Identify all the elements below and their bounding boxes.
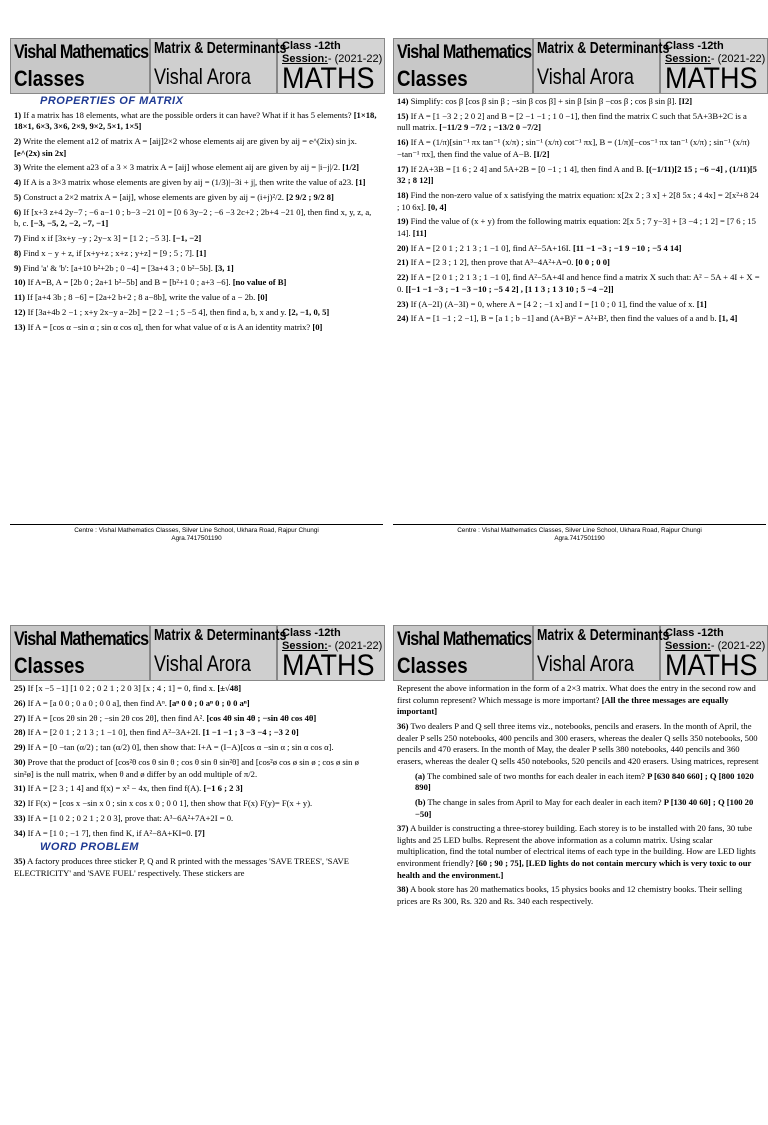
question-answer: [3, 1] — [215, 262, 234, 273]
question-list — [397, 96, 761, 325]
question-item — [397, 299, 761, 311]
author-name: Vishal Arora — [537, 64, 634, 89]
footer-phone: Agra.7417501190 — [554, 535, 605, 542]
question-number: 32) — [14, 798, 26, 809]
question-item — [397, 771, 761, 794]
question-answer: P [630 840 660] ; Q [800 1020 890] — [415, 770, 754, 793]
page-body — [14, 683, 378, 882]
footer-address: Centre : Vishal Mathematics Classes, Silver Line School, Ukhara Road, Rajpur Chungi — [74, 527, 319, 534]
question-number: 15) — [397, 110, 409, 121]
topic-title: Matrix & Determinants — [537, 627, 670, 644]
class-label: Class -12th — [665, 40, 724, 52]
question-answer: [11] — [412, 227, 427, 238]
question-text: If [3a+4b 2 −1 ; x+y 2x−y a−2b] = [2 2 −1 ; 5 −5 4], then find a, b, x and y. — [27, 306, 287, 317]
question-item — [397, 884, 761, 907]
question-item — [14, 307, 378, 319]
question-text: Two dealers P and Q sell three items viz., notebooks, pencils and erasers. In the month of April, the dealer P sells 250 notebooks, 400 pencils and 300 erasers, whereas the dealer Q sells 350 notebooks, 500 pencils and 470 erasers. In the month of May, the dealer P sells 380 notebooks, 440 pencils and 360 erasers, whereas the dealer Q sells 450 notebooks, 520 pencils and 420 erasers. Using matrices, represent — [397, 720, 759, 766]
question-number: 38) — [397, 884, 409, 895]
question-item — [14, 177, 378, 189]
question-number: 18) — [397, 189, 409, 200]
question-number: (b) — [415, 796, 426, 807]
question-answer: [2, −1, 0, 5] — [288, 306, 330, 317]
question-number: 5) — [14, 191, 22, 202]
question-answer: P [130 40 60] ; Q [100 20 −50] — [415, 796, 754, 819]
question-text: If A = [2 0 1 ; 2 1 3 ; 1 −1 0], find A²−5A+16I. — [410, 242, 571, 253]
subject-title: MATHS — [282, 649, 375, 682]
brand-title: Vishal Mathematics — [14, 629, 149, 650]
question-number: 24) — [397, 313, 409, 324]
question-item — [14, 742, 378, 754]
question-item — [14, 757, 378, 780]
question-text: Write the element a23 of a 3 × 3 matrix A = [aij] whose element aij are given by aij = |i−j|/2. — [23, 162, 341, 173]
question-answer: [0] — [257, 292, 268, 303]
question-text: Construct a 2×2 matrix A = [aij], whose elements are given by aij = (i+j)²/2. — [23, 191, 284, 202]
question-answer: [1×18, 18×1, 6×3, 3×6, 2×9, 9×2, 5×1, 1×5] — [14, 109, 377, 132]
question-answer: [−1 6 ; 2 3] — [203, 783, 243, 794]
question-number: 36) — [397, 720, 409, 731]
question-item — [14, 322, 378, 334]
question-answer: [e^(2x) sin 2x] — [14, 147, 67, 158]
question-number: 7) — [14, 233, 22, 244]
question-item — [14, 783, 378, 795]
question-number: 23) — [397, 298, 409, 309]
question-item — [397, 96, 761, 108]
brand-subtitle: Classes — [397, 66, 468, 91]
question-number: 31) — [14, 783, 26, 794]
question-item — [397, 190, 761, 213]
class-label: Class -12th — [282, 627, 341, 639]
question-answer: [1 −1 −1 ; 3 −3 −4 ; −3 2 0] — [202, 727, 299, 738]
question-text: The change in sales from April to May for each dealer in each item? — [427, 796, 662, 807]
question-text: Find the non-zero value of x satisfying the matrix equation: x[2x 2 ; 3 x] + 2[8 5x ; 4 4x] = 2[x²+8 24 ; 10 6x]. — [397, 189, 759, 212]
question-answer: [[−1 −1 −3 ; −1 −3 −10 ; −5 4 2] , [1 1 3 ; 1 3 10 ; 5 −4 −2]] — [405, 283, 614, 294]
footer-phone: Agra.7417501190 — [171, 535, 222, 542]
question-text: If A = [1 −1 ; 2 −1], B = [a 1 ; b −1] and (A+B)² = A²+B², then find the values of a and b. — [410, 313, 717, 324]
question-text: If A = [cos 2θ sin 2θ ; −sin 2θ cos 2θ], then find A². — [27, 712, 205, 723]
question-text: If [x+3 z+4 2y−7 ; −6 a−1 0 ; b−3 −21 0] = [0 6 3y−2 ; −6 −3 2c+2 ; 2b+4 −21 0], then find x, y, z, a, b, c. — [14, 206, 372, 229]
question-item — [14, 856, 378, 879]
question-answer: [−1, −2] — [172, 233, 202, 244]
question-text: If A = [0 −tan (α/2) ; tan (α/2) 0], then show that: I+A = (I−A)[cos α −sin α ; sin α cos α]. — [27, 742, 334, 753]
question-number: 20) — [397, 242, 409, 253]
session-label: Session:- (2021-22) — [665, 640, 766, 652]
question-text: If A = (1/π)[sin⁻¹ πx tan⁻¹ (x/π) ; sin⁻¹ (x/π) cot⁻¹ πx], B = (1/π)[−cos⁻¹ πx tan⁻¹ (x/π) ; sin⁻¹ (x/π) −tan⁻¹ πx], then find the value of A−B. — [397, 137, 750, 159]
question-number: 4) — [14, 177, 22, 188]
page-footer — [393, 524, 766, 543]
question-number: 17) — [397, 163, 409, 174]
question-text: If 2A+3B = [1 6 ; 2 4] and 5A+2B = [0 −1 ; 1 4], then find A and B. — [410, 163, 644, 174]
question-answer: [0 0 ; 0 0] — [575, 257, 610, 268]
question-number: 26) — [14, 697, 26, 708]
question-answer: [1] — [355, 177, 366, 188]
question-text: Find x − y + z, if [x+y+z ; x+z ; y+z] = [9 ; 5 ; 7]. — [23, 247, 195, 258]
question-text: If A = [a 0 0 ; 0 a 0 ; 0 0 a], then find Aⁿ. — [27, 697, 167, 708]
question-answer: [All the three messages are equally important] — [397, 694, 729, 717]
question-item — [397, 243, 761, 255]
question-answer: [cos 4θ sin 4θ ; −sin 4θ cos 4θ] — [206, 712, 317, 723]
question-text: A factory produces three sticker P, Q and R printed with the messages 'SAVE TREES', 'SAVE ELECTRICITY' and 'SAVE FUEL' respectively. These stickers are — [14, 856, 350, 878]
question-answer: [1] — [696, 298, 707, 309]
question-number: 13) — [14, 321, 26, 332]
question-number: 28) — [14, 727, 26, 738]
question-number: 11) — [14, 292, 25, 303]
question-text: If A is a 3×3 matrix whose elements are given by aij = (1/3)|−3i + j|, then write the value of a23. — [23, 177, 354, 188]
question-text: Prove that the product of [cos²θ cos θ sin θ ; cos θ sin θ sin²θ] and [cos²ø cos ø sin ø ; cos ø sin ø sin²ø] is the null matrix, when θ and ø differ by an odd multiple of π/2. — [14, 756, 359, 779]
subject-title: MATHS — [282, 62, 375, 95]
question-number: 27) — [14, 712, 26, 723]
topic-title: Matrix & Determinants — [154, 40, 287, 57]
session-label: Session:- (2021-22) — [282, 53, 383, 65]
question-list — [14, 110, 378, 334]
question-item — [397, 164, 761, 187]
question-text: If [x −5 −1] [1 0 2 ; 0 2 1 ; 2 0 3] [x ; 4 ; 1] = 0, find x. — [27, 683, 216, 693]
section-heading: WORD PROBLEM — [40, 841, 139, 854]
question-item — [397, 721, 761, 767]
question-text: Write the element a12 of matrix A = [aij]2×2 whose elements aij are given by aij = e^(2ix) sin jx. — [23, 135, 357, 146]
question-answer: [−3, −5, 2, −2, −7, −1] — [30, 218, 109, 229]
question-item — [14, 292, 378, 304]
author-name: Vishal Arora — [154, 651, 251, 676]
question-answer: [no value of B] — [232, 277, 287, 288]
worksheet-page-1 — [10, 38, 383, 542]
question-text: If F(x) = [cos x −sin x 0 ; sin x cos x 0 ; 0 0 1], then show that F(x) F(y)= F(x + y). — [27, 798, 313, 809]
question-answer: [0, 4] — [428, 201, 447, 212]
subject-title: MATHS — [665, 62, 758, 95]
question-answer: [aⁿ 0 0 ; 0 aⁿ 0 ; 0 0 aⁿ] — [169, 697, 250, 708]
question-answer: [1/2] — [342, 162, 360, 173]
session-label: Session:- (2021-22) — [282, 640, 383, 652]
question-text: Find the value of (x + y) from the following matrix equation: 2[x 5 ; 7 y−3] + [3 −4 ; 1 2] = [7 6 ; 15 14]. — [397, 216, 756, 238]
question-list — [397, 683, 761, 908]
question-answer: [I/2] — [533, 148, 550, 159]
question-answer: [0] — [312, 321, 323, 332]
question-answer: [7] — [194, 827, 205, 838]
question-number: 3) — [14, 162, 22, 173]
question-item — [397, 216, 761, 239]
question-text: If [a+4 3b ; 8 −6] = [2a+2 b+2 ; 8 a−8b], write the value of a − 2b. — [27, 292, 256, 303]
question-item — [14, 233, 378, 245]
question-number: (a) — [415, 770, 426, 781]
question-answer: [±√48] — [217, 683, 242, 693]
question-item — [14, 813, 378, 825]
question-number: 29) — [14, 742, 26, 753]
question-answer: [I2] — [678, 96, 693, 106]
question-number: 35) — [14, 856, 26, 866]
question-number: 10) — [14, 277, 26, 288]
author-name: Vishal Arora — [154, 64, 251, 89]
question-number: 9) — [14, 262, 22, 273]
page-body — [397, 96, 761, 328]
question-number: 22) — [397, 272, 409, 283]
question-answer: [2 9/2 ; 9/2 8] — [286, 191, 334, 202]
question-item — [397, 797, 761, 820]
question-number: 12) — [14, 306, 26, 317]
question-number: 6) — [14, 206, 22, 217]
question-text: A builder is constructing a three-storey building. Each storey is to be installed with 20 fans, 30 tube lights and 25 LED bulbs. Represent the above information as a column matrix. Using scalar multiplication, find the total number of electrical items of each type in the building. How are LED lights environment friendly? — [397, 823, 756, 869]
question-number: 25) — [14, 683, 26, 693]
topic-title: Matrix & Determinants — [154, 627, 287, 644]
question-answer: [1, 4] — [718, 313, 738, 324]
brand-subtitle: Classes — [397, 653, 468, 678]
question-text: A book store has 20 mathematics books, 15 physics books and 12 chemistry books. Their selling prices are Rs 300, Rs. 320 and Rs. 340 each respectively. — [397, 884, 743, 907]
question-item — [14, 207, 378, 230]
question-item — [14, 110, 378, 133]
question-text: If (A−2I) (A−3I) = 0, where A = [4 2 ; −1 x] and I = [1 0 ; 0 1], find the value of x. — [410, 298, 695, 309]
question-item — [397, 823, 761, 881]
brand-subtitle: Classes — [14, 66, 85, 91]
author-name: Vishal Arora — [537, 651, 634, 676]
question-number: 37) — [397, 823, 409, 834]
question-answer: [(−1/11)[2 15 ; −6 −4] , (1/11)[5 32 ; 8 12]] — [397, 163, 757, 186]
question-item — [14, 136, 378, 159]
question-item — [14, 248, 378, 260]
question-number: 2) — [14, 135, 22, 146]
page-header — [10, 625, 383, 682]
question-text: If A=B, A = [2b 0 ; 2a+1 b²−5b] and B = [b²+1 0 ; a+3 −6]. — [27, 277, 231, 288]
section-heading: PROPERTIES OF MATRIX — [40, 95, 184, 107]
question-item — [14, 162, 378, 174]
question-text: If A = [2 3 ; 1 4] and f(x) = x² − 4x, then find f(A). — [27, 783, 202, 794]
question-item — [14, 698, 378, 710]
session-label: Session:- (2021-22) — [665, 53, 766, 65]
question-answer: [60 ; 90 ; 75], [LED lights do not contain mercury which is very toxic to our health and the environment.] — [397, 858, 752, 880]
worksheet-page-2 — [393, 38, 766, 542]
question-number: 34) — [14, 827, 26, 838]
question-answer: [11 −1 −3 ; −1 9 −10 ; −5 4 14] — [572, 242, 682, 253]
question-answer: [1] — [196, 247, 207, 258]
question-number: 1) — [14, 109, 22, 120]
question-item — [14, 828, 378, 840]
class-label: Class -12th — [282, 40, 341, 52]
question-text: If A = [1 0 2 ; 0 2 1 ; 2 0 3], prove that: A³−6A²+7A+2I = 0. — [27, 812, 234, 823]
question-text: If a matrix has 18 elements, what are the possible orders it can have? What if it has 5 elements? — [23, 109, 352, 120]
question-item — [397, 272, 761, 295]
question-text: Represent the above information in the form of a 2×3 matrix. What does the entry in the second row and first column represent? Which message is more important? — [397, 683, 756, 705]
question-item — [397, 137, 761, 160]
question-text: Find 'a' & 'b': [a+10 b²+2b ; 0 −4] = [3a+4 3 ; 0 b²−5b]. — [23, 262, 213, 273]
question-text: If A = [1 0 ; −1 7], then find K, if A²−8A+KI=0. — [27, 827, 193, 838]
subject-title: MATHS — [665, 649, 758, 682]
worksheet-page-4 — [393, 625, 766, 1125]
question-number: 21) — [397, 257, 409, 268]
question-item — [14, 192, 378, 204]
question-number: 8) — [14, 247, 22, 258]
question-text: If A = [2 3 ; 1 2], then prove that A³−4A²+A=0. — [410, 257, 574, 268]
page-body — [397, 683, 761, 911]
brand-title: Vishal Mathematics — [397, 42, 532, 63]
page-header — [393, 38, 766, 95]
page-header — [393, 625, 766, 682]
footer-address: Centre : Vishal Mathematics Classes, Silver Line School, Ukhara Road, Rajpur Chungi — [457, 527, 702, 534]
class-label: Class -12th — [665, 627, 724, 639]
question-number: 30) — [14, 756, 26, 767]
question-text: Simplify: cos β [cos β sin β ; −sin β cos β] + sin β [sin β −cos β ; cos β sin β]. — [410, 96, 677, 106]
question-text: If A = [2 0 1 ; 2 1 3 ; 1 −1 0], find A²−5A+4I and hence find a matrix X such that: A² − 5A + 4I + X = 0. — [397, 272, 760, 294]
question-item — [14, 263, 378, 275]
question-number: 33) — [14, 812, 26, 823]
question-item — [397, 111, 761, 134]
question-number: 14) — [397, 96, 409, 106]
page-footer — [10, 524, 383, 543]
page-header — [10, 38, 383, 95]
question-item — [14, 798, 378, 810]
brand-title: Vishal Mathematics — [397, 629, 532, 650]
question-text: Find x if [3x+y −y ; 2y−x 3] = [1 2 ; −5 3]. — [23, 233, 171, 244]
question-item — [397, 683, 761, 718]
brand-title: Vishal Mathematics — [14, 42, 149, 63]
question-item — [14, 727, 378, 739]
question-number: 16) — [397, 137, 409, 148]
page-body — [14, 96, 378, 337]
question-item — [14, 277, 378, 289]
question-text: If A = [cos α −sin α ; sin α cos α], then for what value of α is A an identity matrix? — [27, 321, 311, 332]
question-text: If A = [1 −3 2 ; 2 0 2] and B = [2 −1 −1 ; 1 0 −1], then find the matrix C such that 5A+3B+2C is a null matrix. — [397, 110, 747, 133]
question-answer: [−11/2 9 −7/2 ; −13/2 0 −7/2] — [439, 122, 541, 133]
question-item — [14, 713, 378, 725]
question-item — [14, 683, 378, 695]
worksheet-page-3 — [10, 625, 383, 1125]
question-list — [14, 683, 378, 879]
question-item — [397, 257, 761, 269]
question-text: If A = [2 0 1 ; 2 1 3 ; 1 −1 0], then find A²−3A+2I. — [27, 727, 201, 738]
question-number: 19) — [397, 216, 409, 227]
question-text: The combined sale of two months for each dealer in each item? — [427, 770, 645, 781]
topic-title: Matrix & Determinants — [537, 40, 670, 57]
question-item — [397, 313, 761, 325]
brand-subtitle: Classes — [14, 653, 85, 678]
